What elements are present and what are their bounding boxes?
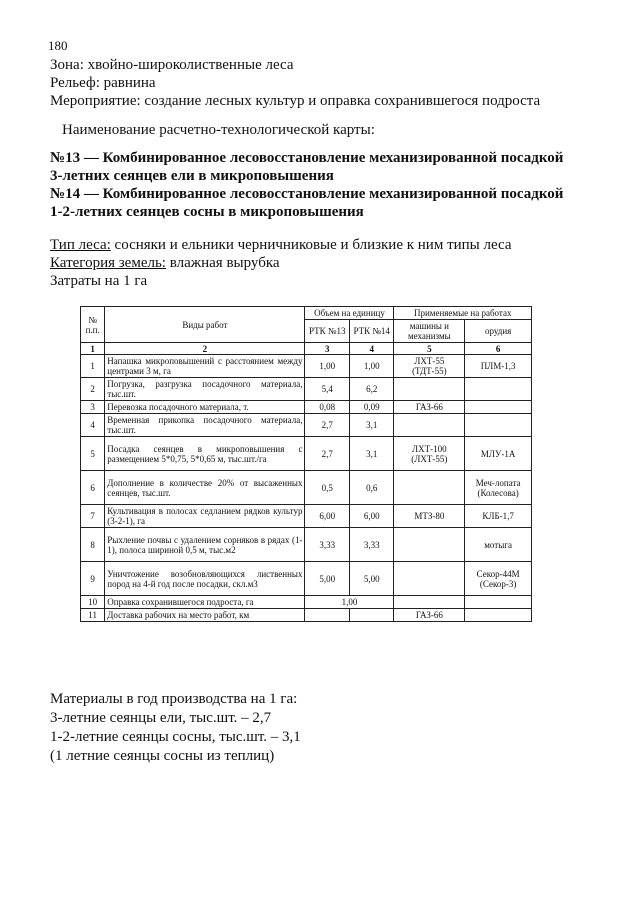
machines-cell xyxy=(394,414,465,437)
row-number: 2 xyxy=(81,378,105,401)
volume-rtk14 xyxy=(349,609,393,622)
column-index: 6 xyxy=(465,343,532,355)
column-index: 5 xyxy=(394,343,465,355)
row-number: 10 xyxy=(81,596,105,609)
tools-cell: МЛУ-1А xyxy=(465,437,532,471)
volume-rtk13 xyxy=(305,609,349,622)
work-description: Временная прикопка посадочного материала, тыс.шт. xyxy=(105,414,305,437)
column-index: 3 xyxy=(305,343,349,355)
work-description: Доставка рабочих на место работ, км xyxy=(105,609,305,622)
work-description: Дополнение в количестве 20% от высаженных сеянцев, тыс.шт. xyxy=(105,471,305,505)
materials-block xyxy=(50,690,301,766)
relief-line: Рельеф: равнина xyxy=(50,75,156,91)
header-works: Виды работ xyxy=(105,307,305,343)
volume-rtk14: 0,6 xyxy=(349,471,393,505)
volume-merged: 1,00 xyxy=(305,596,394,609)
row-number: 8 xyxy=(81,528,105,562)
header-block xyxy=(50,56,610,110)
machines-cell: ГАЗ-66 xyxy=(394,401,465,414)
tools-cell: Секор-44М (Секор-3) xyxy=(465,562,532,596)
materials-line: 3-летние сеянцы ели, тыс.шт. – 2,7 xyxy=(50,710,272,726)
materials-line: 1-2-летние сеянцы сосны, тыс.шт. – 3,1 xyxy=(50,729,301,745)
work-description: Посадка сеянцев в микроповышения с размещением 5*0,75, 5*0,65 м, тыс.шт./га xyxy=(105,437,305,471)
costs-line: Затраты на 1 га xyxy=(50,273,148,289)
volume-rtk13: 0,08 xyxy=(305,401,349,414)
table-row xyxy=(81,609,532,622)
map-titles xyxy=(50,149,570,221)
table-row xyxy=(81,596,532,609)
row-number: 11 xyxy=(81,609,105,622)
work-description: Погрузка, разгрузка посадочного материала, тыс.шт. xyxy=(105,378,305,401)
work-description: Рыхление почвы с удалением сорняков в рядах (1-1), полоса шириной 0,5 м, тыс.м2 xyxy=(105,528,305,562)
zone-line: Зона: хвойно-широколиственные леса xyxy=(50,57,294,73)
land-category-label: Категория земель: xyxy=(50,255,166,271)
column-index: 2 xyxy=(105,343,305,355)
volume-rtk14: 6,2 xyxy=(349,378,393,401)
machines-cell: ЛХТ-100 (ЛХТ-55) xyxy=(394,437,465,471)
land-category-value: влажная вырубка xyxy=(165,255,280,271)
volume-rtk14: 3,33 xyxy=(349,528,393,562)
volume-rtk14: 3,1 xyxy=(349,414,393,437)
volume-rtk13: 5,4 xyxy=(305,378,349,401)
forest-type-label: Тип леса: xyxy=(50,237,111,253)
tools-cell xyxy=(465,378,532,401)
materials-heading: Материалы в год производства на 1 га: xyxy=(50,691,298,707)
row-number: 9 xyxy=(81,562,105,596)
volume-rtk14: 5,00 xyxy=(349,562,393,596)
work-description: Напашка микроповышений с расстоянием между центрами 3 м, га xyxy=(105,355,305,378)
machines-cell: ГАЗ-66 xyxy=(394,609,465,622)
tools-cell xyxy=(465,414,532,437)
tools-cell xyxy=(465,596,532,609)
table-row xyxy=(81,562,532,596)
tools-cell: мотыга xyxy=(465,528,532,562)
header-num: № п.п. xyxy=(81,307,105,343)
column-index: 4 xyxy=(349,343,393,355)
volume-rtk14: 1,00 xyxy=(349,355,393,378)
volume-rtk13: 3,33 xyxy=(305,528,349,562)
table-row xyxy=(81,378,532,401)
volume-rtk14: 6,00 xyxy=(349,505,393,528)
map-caption: Наименование расчетно-технологической карты: xyxy=(62,122,375,138)
page-number: 180 xyxy=(48,38,68,53)
machines-cell xyxy=(394,378,465,401)
header-used: Применяемые на работах xyxy=(394,307,532,320)
row-number: 5 xyxy=(81,437,105,471)
volume-rtk13: 2,7 xyxy=(305,414,349,437)
volume-rtk14: 0,09 xyxy=(349,401,393,414)
header-rtk14: РТК №14 xyxy=(349,320,393,343)
table-row xyxy=(81,437,532,471)
tools-cell: ПЛМ-1,3 xyxy=(465,355,532,378)
table-row xyxy=(81,355,532,378)
machines-cell xyxy=(394,471,465,505)
machines-cell xyxy=(394,528,465,562)
work-description: Перевозка посадочного материала, т. xyxy=(105,401,305,414)
costs-table xyxy=(80,306,532,622)
row-number: 4 xyxy=(81,414,105,437)
machines-cell xyxy=(394,562,465,596)
table-row xyxy=(81,401,532,414)
volume-rtk13: 5,00 xyxy=(305,562,349,596)
table-row xyxy=(81,471,532,505)
work-description: Оправка сохранившегося подроста, га xyxy=(105,596,305,609)
row-number: 3 xyxy=(81,401,105,414)
forest-type-value: сосняки и ельники черничниковые и близкие к ним типы леса xyxy=(110,237,512,253)
map-title-14: №14 — Комбинированное лесовосстановление механизированной посадкой 1-2-летних сеянцев сосны в микроповышения xyxy=(50,186,564,220)
tools-cell xyxy=(465,401,532,414)
machines-cell: ЛХТ-55 (ТДТ-55) xyxy=(394,355,465,378)
header-machines: машины и механизмы xyxy=(394,320,465,343)
measure-line: Мероприятие: создание лесных культур и оправка сохранившегося подроста xyxy=(50,93,541,109)
work-description: Уничтожение возобновляющихся лиственных пород на 4-й год после посадки, скл.м3 xyxy=(105,562,305,596)
machines-cell xyxy=(394,596,465,609)
column-index: 1 xyxy=(81,343,105,355)
tools-cell: КЛБ-1,7 xyxy=(465,505,532,528)
map-title-13: №13 — Комбинированное лесовосстановление механизированной посадкой 3-летних сеянцев ели в микроповышения xyxy=(50,150,564,184)
header-rtk13: РТК №13 xyxy=(305,320,349,343)
volume-rtk13: 1,00 xyxy=(305,355,349,378)
costs-table-head xyxy=(81,307,532,343)
volume-rtk13: 6,00 xyxy=(305,505,349,528)
column-index-row xyxy=(81,343,532,355)
forest-type-line xyxy=(50,236,590,254)
tools-cell: Меч-лопата (Колесова) xyxy=(465,471,532,505)
materials-note: (1 летние сеянцы сосны из теплиц) xyxy=(50,748,275,764)
work-description: Культивация в полосах седланием рядков культур (3-2-1), га xyxy=(105,505,305,528)
table-row xyxy=(81,528,532,562)
volume-rtk13: 2,7 xyxy=(305,437,349,471)
row-number: 1 xyxy=(81,355,105,378)
header-volume: Объем на единицу xyxy=(305,307,394,320)
row-number: 7 xyxy=(81,505,105,528)
header-tools: орудия xyxy=(465,320,532,343)
tools-cell xyxy=(465,609,532,622)
machines-cell: МТЗ-80 xyxy=(394,505,465,528)
costs-table-body xyxy=(81,343,532,622)
table-row xyxy=(81,414,532,437)
volume-rtk13: 0,5 xyxy=(305,471,349,505)
row-number: 6 xyxy=(81,471,105,505)
land-category-line xyxy=(50,254,590,272)
volume-rtk14: 3,1 xyxy=(349,437,393,471)
forest-info xyxy=(50,236,590,290)
table-row xyxy=(81,505,532,528)
